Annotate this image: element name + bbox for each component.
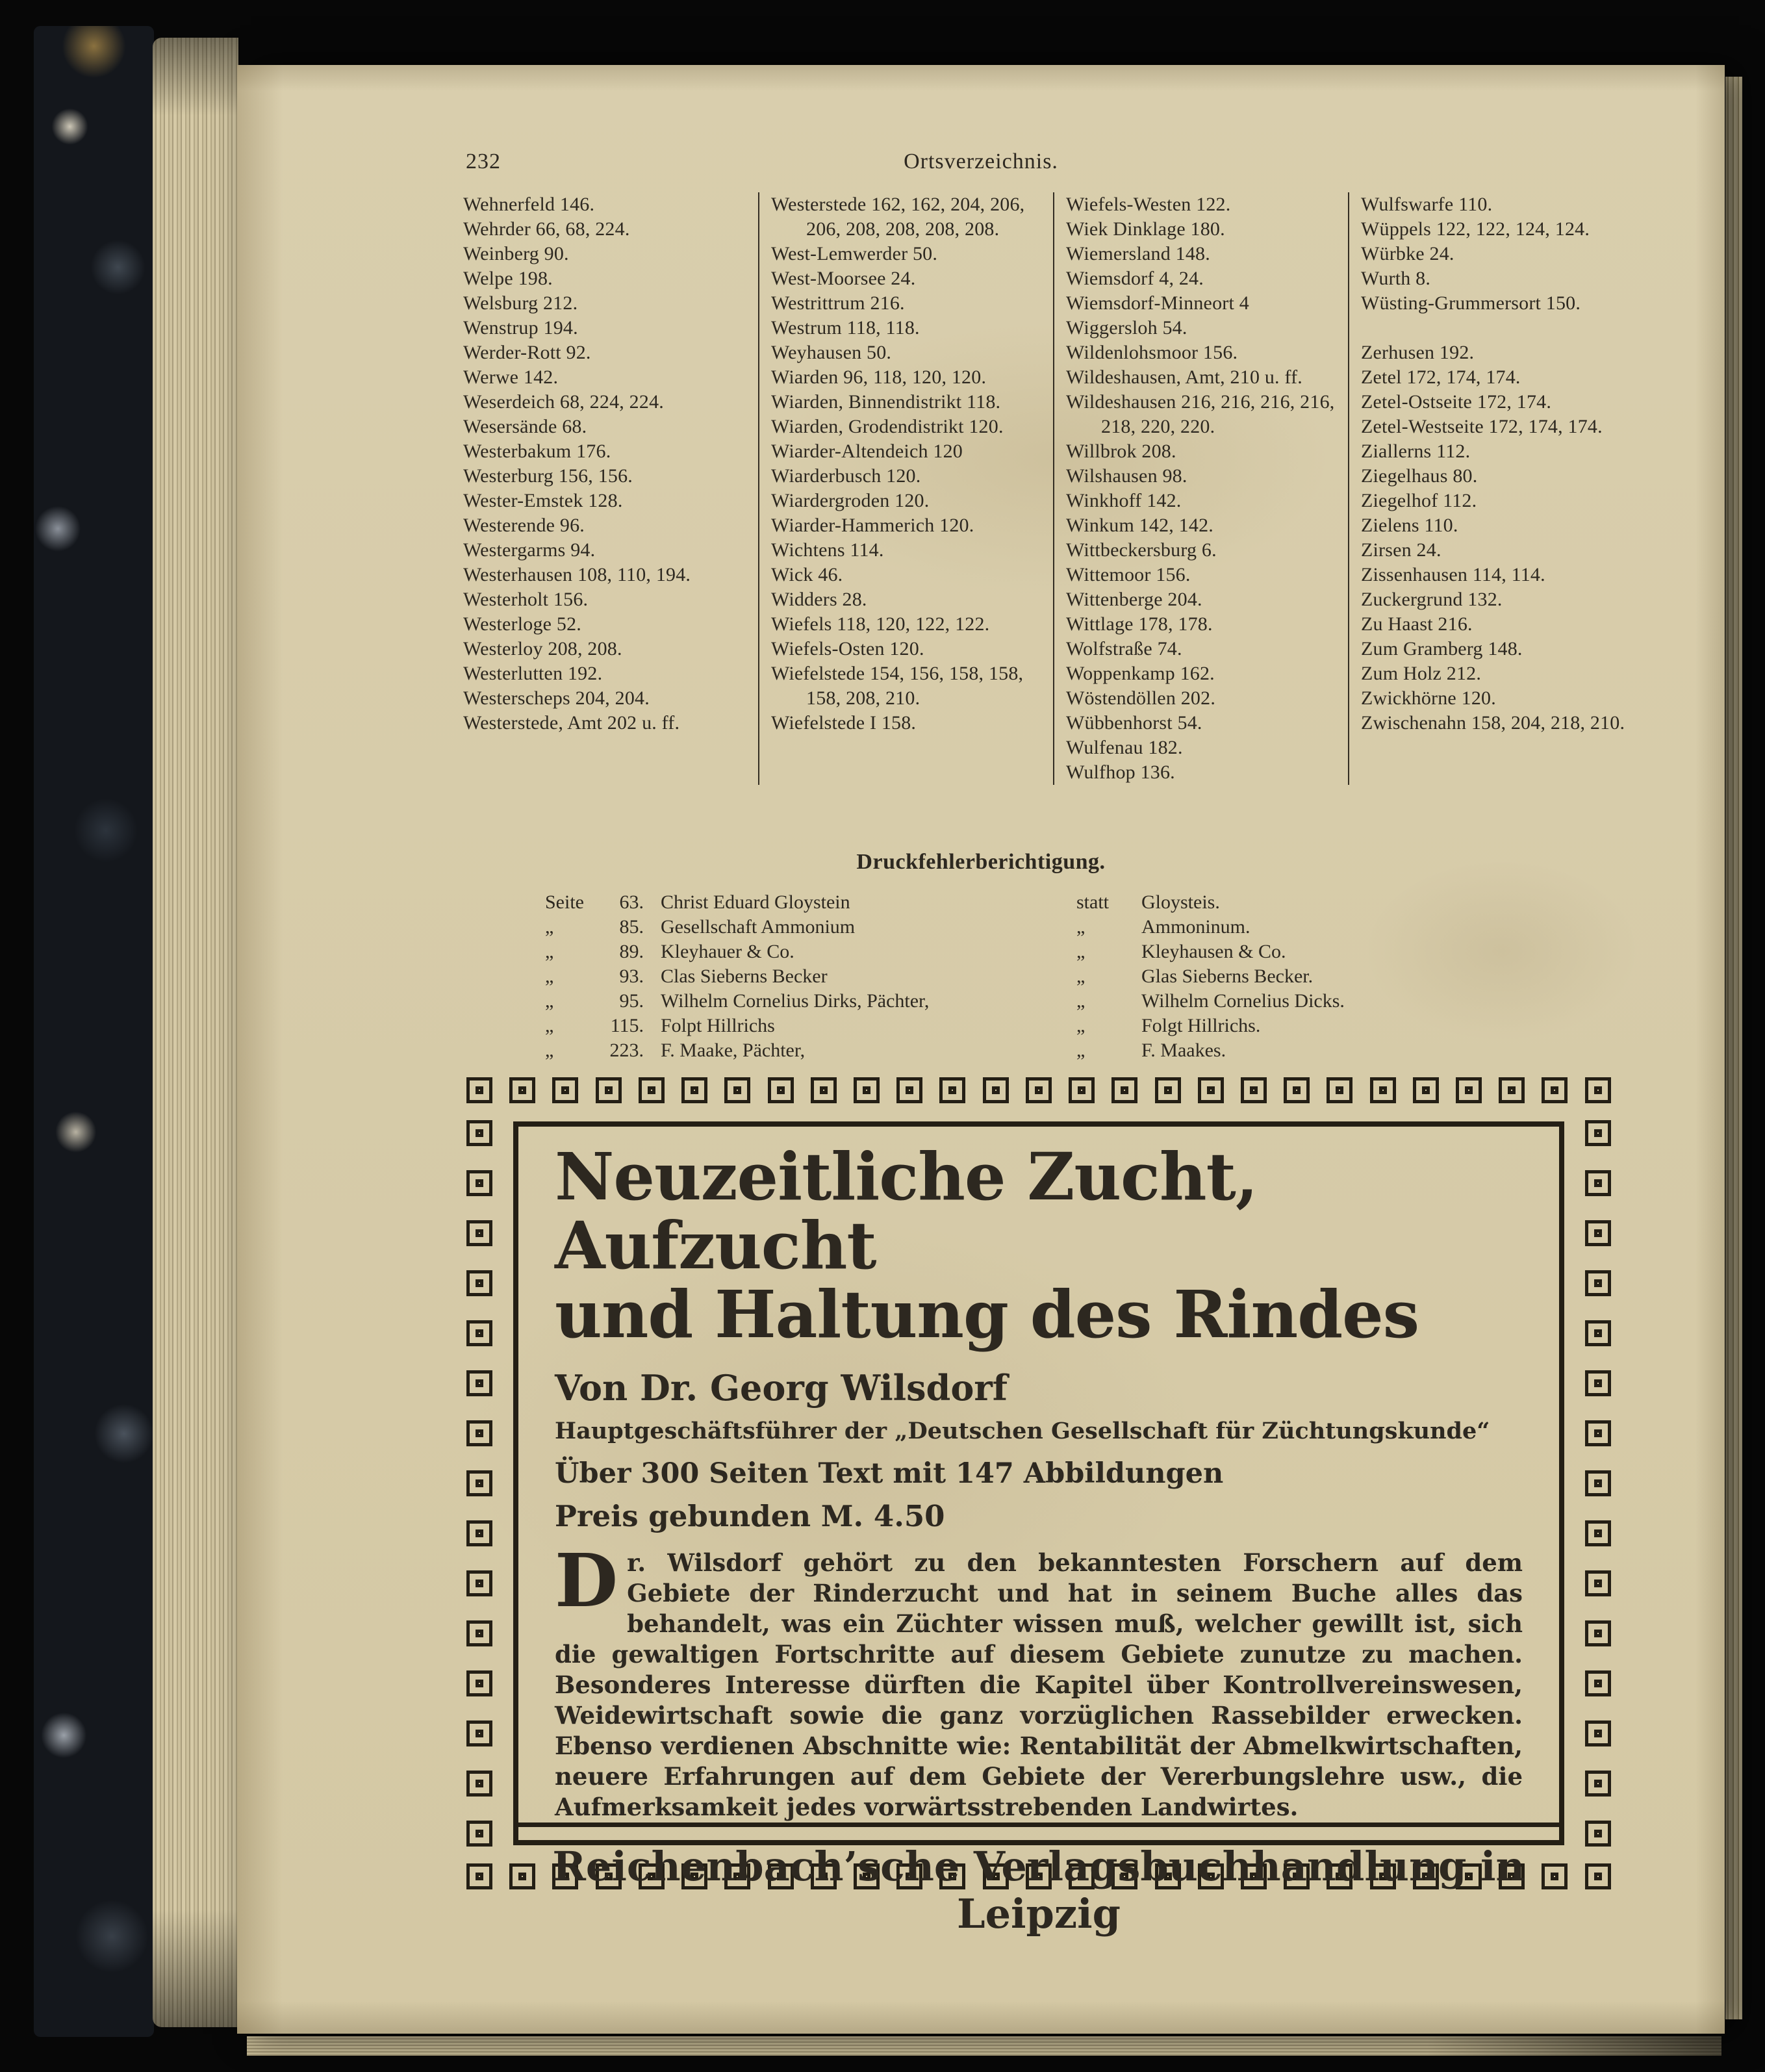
index-entry: Wesersände 68. — [463, 416, 587, 437]
errata-correct-text: Wilhelm Cornelius Dirks, Pächter, — [661, 990, 930, 1012]
square-ornament-icon — [896, 1077, 922, 1103]
index-entry: Wiefels-Osten 120. — [771, 638, 924, 659]
square-ornament-icon — [466, 1570, 492, 1596]
index-entry: Zielens 110. — [1361, 515, 1458, 536]
index-entry: Wiarder-Hammerich 120. — [771, 515, 974, 536]
square-ornament-icon — [466, 1720, 492, 1746]
index-entry: Ziallerns 112. — [1361, 441, 1471, 462]
index-entry: Wübbenhorst 54. — [1066, 712, 1202, 734]
errata-wrong-text: Glas Sieberns Becker. — [1141, 966, 1314, 987]
errata-wrong-text: F. Maakes. — [1141, 1040, 1226, 1061]
index-entry: Wiarden, Grodendistrikt 120. — [771, 416, 1004, 437]
square-ornament-icon — [811, 1077, 837, 1103]
errata-statt-label: „ — [1076, 966, 1086, 987]
index-entry: Westerloge 52. — [463, 613, 581, 635]
errata-page-label: „ — [545, 966, 554, 987]
errata-statt-label: „ — [1076, 941, 1086, 962]
index-entry — [1361, 316, 1635, 340]
index-entry: Westerholt 156. — [463, 589, 589, 610]
index-entry: Wehrder 66, 68, 224. — [463, 218, 630, 240]
square-ornament-icon — [1456, 1077, 1482, 1103]
errata-page-label: „ — [545, 1040, 554, 1061]
square-ornament-icon — [1585, 1771, 1611, 1797]
index-column-1 — [463, 192, 758, 785]
square-ornament-icon — [681, 1077, 707, 1103]
errata-correct-text: Christ Eduard Gloystein — [661, 891, 850, 913]
index-entry: Willbrok 208. — [1066, 441, 1176, 462]
errata-statt-label: „ — [1076, 1015, 1086, 1036]
square-ornament-icon — [1585, 1470, 1611, 1496]
index-entry: Wilshausen 98. — [1066, 465, 1187, 487]
index-entry: Westerhausen 108, 110, 194. — [463, 564, 691, 585]
square-ornament-icon — [1585, 1320, 1611, 1346]
square-ornament-icon — [466, 1220, 492, 1246]
index-entry: Westerloy 208, 208. — [463, 638, 622, 659]
index-column-4 — [1348, 192, 1643, 785]
index-entry: Wüsting-Grummersort 150. — [1361, 292, 1581, 314]
ad-price: Preis gebunden M. 4.50 — [555, 1499, 945, 1533]
index-entry: Ziegelhaus 80. — [1361, 465, 1478, 487]
index-entry: Westerende 96. — [463, 515, 585, 536]
index-entry: Wiefels 118, 120, 122, 122. — [771, 613, 990, 635]
square-ornament-icon — [1241, 1077, 1267, 1103]
index-column-2 — [758, 192, 1053, 785]
index-entry: Wiarden 96, 118, 120, 120. — [771, 366, 987, 388]
square-ornament-icon — [466, 1420, 492, 1446]
index-entry: Wittbeckersburg 6. — [1066, 539, 1217, 561]
square-ornament-icon — [1284, 1077, 1310, 1103]
errata-wrong-text: Kleyhausen & Co. — [1141, 941, 1286, 962]
square-ornament-icon — [552, 1077, 578, 1103]
index-entry: Zetel 172, 174, 174. — [1361, 366, 1521, 388]
index-entry: Woppenkamp 162. — [1066, 663, 1215, 684]
index-entry: Wiardergroden 120. — [771, 490, 930, 511]
errata-statt-label: „ — [1076, 1040, 1086, 1061]
index-entry: Wittemoor 156. — [1066, 564, 1191, 585]
index-entry: Westerbakum 176. — [463, 441, 611, 462]
errata-statt-label: „ — [1076, 990, 1086, 1012]
errata-correct-text: Gesellschaft Ammonium — [661, 916, 856, 938]
index-entry: Wöstendöllen 202. — [1066, 687, 1216, 709]
square-ornament-icon — [1499, 1077, 1525, 1103]
errata-page-label: „ — [545, 1015, 554, 1036]
index-entry: Wiemersland 148. — [1066, 243, 1210, 264]
index-entry: Weyhausen 50. — [771, 342, 892, 363]
ornament-border-left — [466, 1120, 492, 1847]
ad-author: Von Dr. Georg Wilsdorf — [555, 1367, 1008, 1409]
index-entry: Würbke 24. — [1361, 243, 1454, 264]
square-ornament-icon — [1585, 1620, 1611, 1646]
index-entry: Zerhusen 192. — [1361, 342, 1475, 363]
ad-body-text: Dr. Wilsdorf gehört zu den bekanntesten Forschern auf dem Gebiete der Rinderzucht und hat in seinem Buche alles das behandelt, was ein Züchter wissen muß, welcher gewillt ist, sich die gewaltigen Fortschritte auf diesem Gebiete zunutze zu machen. Besonderes Interesse dürften die Kapitel über Kontrollvereinswesen, Weidewirtschaft sowie die ganz vorzüglichen Rassebilder erwecken. Ebenso verdienen Abschnitte wie: Rentabilität der Abmelkwirtschaften, neuere Erfahrungen auf dem Gebiete der Vererbungslehre usw., die Aufmerksamkeit jedes vorwärtsstrebenden Landwirtes. — [555, 1539, 1523, 1821]
square-ornament-icon — [1111, 1077, 1137, 1103]
index-entry: Wiek Dinklage 180. — [1066, 218, 1225, 240]
ornament-border-right — [1585, 1120, 1611, 1847]
index-entry: Wiefels-Westen 122. — [1066, 194, 1231, 215]
errata-row — [537, 1014, 1425, 1038]
errata-wrong-text: Wilhelm Cornelius Dicks. — [1141, 990, 1345, 1012]
square-ornament-icon — [1585, 1570, 1611, 1596]
index-entry: Westerscheps 204, 204. — [463, 687, 650, 709]
index-entry: Winkhoff 142. — [1066, 490, 1182, 511]
errata-page-label: Seite — [545, 891, 584, 913]
index-entry: West-Moorsee 24. — [771, 268, 916, 289]
index-entry: Widders 28. — [771, 589, 867, 610]
ad-title-line1: Neuzeitliche Zucht, Aufzucht — [555, 1138, 1258, 1284]
square-ornament-icon — [466, 1370, 492, 1396]
errata-row — [537, 964, 1425, 989]
index-entry: Wüppels 122, 122, 124, 124. — [1361, 218, 1590, 240]
square-ornament-icon — [1585, 1077, 1611, 1103]
square-ornament-icon — [1585, 1170, 1611, 1196]
index-entry: Welsburg 212. — [463, 292, 578, 314]
square-ornament-icon — [509, 1077, 535, 1103]
square-ornament-icon — [466, 1320, 492, 1346]
index-entry: Zu Haast 216. — [1361, 613, 1473, 635]
errata-correct-text: Folpt Hillrichs — [661, 1015, 775, 1036]
square-ornament-icon — [854, 1077, 880, 1103]
square-ornament-icon — [1585, 1220, 1611, 1246]
index-entry: Zetel-Westseite 172, 174, 174. — [1361, 416, 1603, 437]
book-page — [237, 65, 1725, 2034]
index-entry: Zirsen 24. — [1361, 539, 1441, 561]
index-entry: Zum Holz 212. — [1361, 663, 1482, 684]
errata-page-number: 95. — [619, 990, 644, 1012]
square-ornament-icon — [596, 1077, 622, 1103]
square-ornament-icon — [466, 1077, 492, 1103]
index-entry: Wiemsdorf-Minneort 4 — [1066, 292, 1249, 314]
errata-row — [537, 940, 1425, 964]
index-entry: Wester-Emstek 128. — [463, 490, 623, 511]
index-entry: Wittlage 178, 178. — [1066, 613, 1213, 635]
index-entry: Wurth 8. — [1361, 268, 1431, 289]
index-entry: Wiarden, Binnendistrikt 118. — [771, 391, 1001, 413]
square-ornament-icon — [466, 1470, 492, 1496]
index-entry: Weinberg 90. — [463, 243, 569, 264]
square-ornament-icon — [466, 1821, 492, 1847]
errata-row — [537, 989, 1425, 1014]
ornament-border-top — [466, 1077, 1611, 1103]
index-entry: Westrum 118, 118. — [771, 317, 920, 339]
index-entry: Zwickhörne 120. — [1361, 687, 1496, 709]
square-ornament-icon — [466, 1771, 492, 1797]
index-entry: Wichtens 114. — [771, 539, 884, 561]
index-entry: Westrittrum 216. — [771, 292, 905, 314]
index-entry: Zissenhausen 114, 114. — [1361, 564, 1545, 585]
index-entry: Winkum 142, 142. — [1066, 515, 1213, 536]
right-page-edge — [1725, 77, 1742, 2019]
index-entry: Weserdeich 68, 224, 224. — [463, 391, 664, 413]
index-entry: Westerburg 156, 156. — [463, 465, 633, 487]
ad-book-details: Über 300 Seiten Text mit 147 Abbildungen — [555, 1457, 1224, 1490]
square-ornament-icon — [1585, 1420, 1611, 1446]
square-ornament-icon — [466, 1520, 492, 1546]
index-entry: Westerstede 162, 162, 204, 206, 206, 208, 208, 208, 208. — [771, 194, 1025, 240]
square-ornament-icon — [466, 1863, 492, 1889]
errata-row — [537, 1038, 1425, 1063]
page-edge-stack — [153, 38, 238, 2027]
square-ornament-icon — [1585, 1821, 1611, 1847]
square-ornament-icon — [1413, 1077, 1439, 1103]
index-entry: Wulfswarfe 110. — [1361, 194, 1493, 215]
errata-table — [537, 890, 1425, 1063]
place-name-index — [463, 192, 1643, 785]
square-ornament-icon — [1370, 1077, 1396, 1103]
errata-correct-text: F. Maake, Pächter, — [661, 1040, 806, 1061]
square-ornament-icon — [466, 1170, 492, 1196]
index-entry: Wiefelstede I 158. — [771, 712, 917, 734]
square-ornament-icon — [466, 1620, 492, 1646]
index-entry: Wehnerfeld 146. — [463, 194, 595, 215]
index-entry: Ziegelhof 112. — [1361, 490, 1477, 511]
index-entry: Wolfstraße 74. — [1066, 638, 1182, 659]
book-advertisement — [466, 1077, 1611, 1938]
square-ornament-icon — [1198, 1077, 1224, 1103]
errata-page-label: „ — [545, 941, 554, 962]
page-header-title: Ortsverzeichnis. — [904, 149, 1058, 173]
index-entry: Wittenberge 204. — [1066, 589, 1202, 610]
errata-wrong-text: Gloysteis. — [1141, 891, 1220, 913]
index-entry: Wulfhop 136. — [1066, 761, 1175, 783]
ad-publisher: Reichenbach’sche Verlagsbuchhandlung in Leipzig — [518, 1823, 1559, 1953]
index-entry: Wildeshausen 216, 216, 216, 216, 218, 220, 220. — [1066, 391, 1335, 437]
ad-frame — [513, 1121, 1564, 1938]
errata-title: Druckfehlerberichtigung. — [856, 850, 1106, 874]
errata-correct-text: Clas Sieberns Becker — [661, 966, 828, 987]
square-ornament-icon — [466, 1670, 492, 1696]
index-entry: Wildeshausen, Amt, 210 u. ff. — [1066, 366, 1302, 388]
index-entry: Wulfenau 182. — [1066, 737, 1183, 758]
square-ornament-icon — [1585, 1670, 1611, 1696]
errata-section — [237, 850, 1725, 1063]
errata-page-number: 223. — [609, 1040, 644, 1061]
errata-page-label: „ — [545, 990, 554, 1012]
square-ornament-icon — [466, 1120, 492, 1146]
errata-wrong-text: Ammoninum. — [1141, 916, 1251, 938]
index-entry: Zum Gramberg 148. — [1361, 638, 1523, 659]
square-ornament-icon — [1585, 1370, 1611, 1396]
square-ornament-icon — [1069, 1077, 1095, 1103]
square-ornament-icon — [1585, 1520, 1611, 1546]
index-entry: Wiarderbusch 120. — [771, 465, 921, 487]
index-entry: Wildenlohsmoor 156. — [1066, 342, 1238, 363]
square-ornament-icon — [1585, 1270, 1611, 1296]
square-ornament-icon — [1155, 1077, 1181, 1103]
square-ornament-icon — [768, 1077, 794, 1103]
square-ornament-icon — [983, 1077, 1009, 1103]
page-number: 232 — [466, 149, 501, 173]
errata-statt-label: „ — [1076, 916, 1086, 938]
index-entry: Zwischenahn 158, 204, 218, 210. — [1361, 712, 1625, 734]
index-entry: Welpe 198. — [463, 268, 553, 289]
ad-inner-area — [513, 1121, 1564, 1938]
square-ornament-icon — [1585, 1863, 1611, 1889]
square-ornament-icon — [1585, 1720, 1611, 1746]
square-ornament-icon — [1327, 1077, 1352, 1103]
square-ornament-icon — [466, 1270, 492, 1296]
index-entry: West-Lemwerder 50. — [771, 243, 938, 264]
square-ornament-icon — [1542, 1077, 1568, 1103]
index-entry: Zetel-Ostseite 172, 174. — [1361, 391, 1552, 413]
index-entry: Wiarder-Altendeich 120 — [771, 441, 963, 462]
index-entry: Wiefelstede 154, 156, 158, 158, 158, 208, 210. — [771, 663, 1024, 709]
errata-page-number: 85. — [619, 916, 644, 938]
index-entry: Werder-Rott 92. — [463, 342, 591, 363]
ad-author-role: Hauptgeschäftsführer der „Deutschen Gesellschaft für Züchtungskunde“ — [555, 1418, 1490, 1444]
index-entry: Westerlutten 192. — [463, 663, 603, 684]
errata-page-number: 93. — [619, 966, 644, 987]
index-entry: Westergarms 94. — [463, 539, 596, 561]
errata-statt-label: statt — [1076, 891, 1109, 913]
errata-page-label: „ — [545, 916, 554, 938]
ad-title — [555, 1138, 1523, 1353]
errata-correct-text: Kleyhauer & Co. — [661, 941, 794, 962]
book-spine-marbled-cover — [34, 26, 154, 2037]
errata-wrong-text: Folgt Hillrichs. — [1141, 1015, 1261, 1036]
errata-page-number: 63. — [619, 891, 644, 913]
index-entry: Wenstrup 194. — [463, 317, 578, 339]
index-entry: Wiemsdorf 4, 24. — [1066, 268, 1204, 289]
index-entry: Zuckergrund 132. — [1361, 589, 1503, 610]
square-ornament-icon — [639, 1077, 665, 1103]
square-ornament-icon — [1585, 1120, 1611, 1146]
ad-title-line2: und Haltung des Rindes — [555, 1276, 1419, 1353]
index-entry: Westerstede, Amt 202 u. ff. — [463, 712, 680, 734]
errata-row — [537, 915, 1425, 940]
index-entry: Werwe 142. — [463, 366, 559, 388]
errata-row — [537, 890, 1425, 915]
errata-page-number: 115. — [610, 1015, 644, 1036]
square-ornament-icon — [1026, 1077, 1052, 1103]
index-entry: Wick 46. — [771, 564, 843, 585]
index-entry: Wiggersloh 54. — [1066, 317, 1187, 339]
bottom-page-edges — [247, 2036, 1721, 2056]
index-column-3 — [1053, 192, 1348, 785]
errata-page-number: 89. — [619, 941, 644, 962]
square-ornament-icon — [724, 1077, 750, 1103]
square-ornament-icon — [939, 1077, 965, 1103]
